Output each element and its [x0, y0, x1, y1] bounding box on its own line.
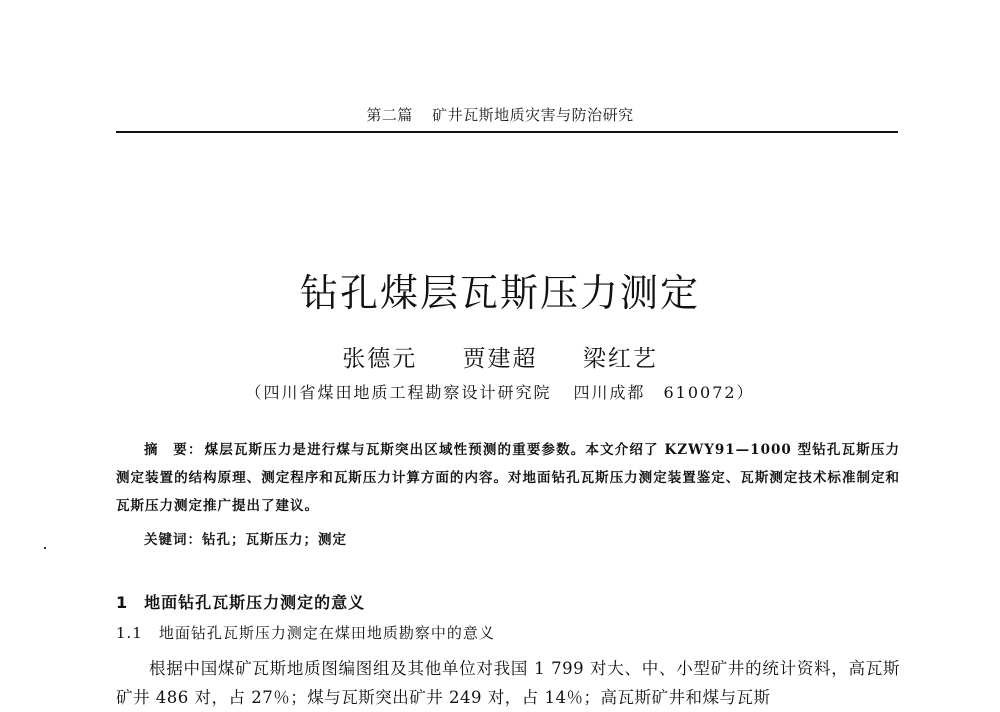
author-list [0, 340, 1000, 373]
abstract-label: 摘 要： [144, 442, 203, 458]
subsection-heading [116, 622, 495, 643]
affiliation-open-paren: （ [245, 383, 264, 402]
subsection-number: 1.1 [116, 624, 143, 642]
abstract [116, 436, 900, 520]
author-name: 贾建超 [462, 346, 538, 372]
header-rule [116, 131, 898, 133]
scan-speck [44, 547, 46, 549]
abstract-text: 煤层瓦斯压力是进行煤与瓦斯突出区域性预测的重要参数。本文介绍了 KZWY91—1000 型钻孔瓦斯压力测定装置的结构原理、测定程序和瓦斯压力计算方面的内容。对地面钻孔瓦斯压力测定装置鉴定、瓦斯测定技术标准制定和瓦斯压力测定推广提出了建议。 [116, 442, 900, 514]
subsection-title: 地面钻孔瓦斯压力测定在煤田地质勘察中的意义 [158, 624, 495, 642]
body-paragraph: 根据中国煤矿瓦斯地质图编图组及其他单位对我国 1 799 对大、中、小型矿井的统计资料，高瓦斯矿井 486 对，占 27％；煤与瓦斯突出矿井 249 对，占 14％；高瓦斯矿井和煤与瓦斯 [116, 659, 900, 707]
affiliation-zip: 610072 [663, 383, 737, 402]
section-number: 1 [116, 593, 129, 612]
article-title: 钻孔煤层瓦斯压力测定 [299, 271, 700, 315]
affiliation-city: 四川成都 [573, 383, 646, 402]
keywords-text: 钻孔；瓦斯压力；测定 [202, 532, 347, 548]
author-name: 梁红艺 [582, 346, 658, 372]
running-head [0, 104, 1000, 125]
affiliation-close-paren: ） [736, 383, 755, 402]
running-head-title: 矿井瓦斯地质灾害与防治研究 [432, 106, 634, 124]
author-affiliation [0, 380, 1000, 403]
keywords [144, 528, 347, 548]
section-heading [116, 590, 365, 613]
affiliation-institute: 四川省煤田地质工程勘察设计研究院 [263, 383, 552, 402]
author-name: 张德元 [342, 346, 418, 372]
keywords-label: 关键词： [144, 532, 202, 548]
running-head-part: 第二篇 [366, 106, 413, 124]
section-title: 地面钻孔瓦斯压力测定的意义 [144, 593, 366, 612]
